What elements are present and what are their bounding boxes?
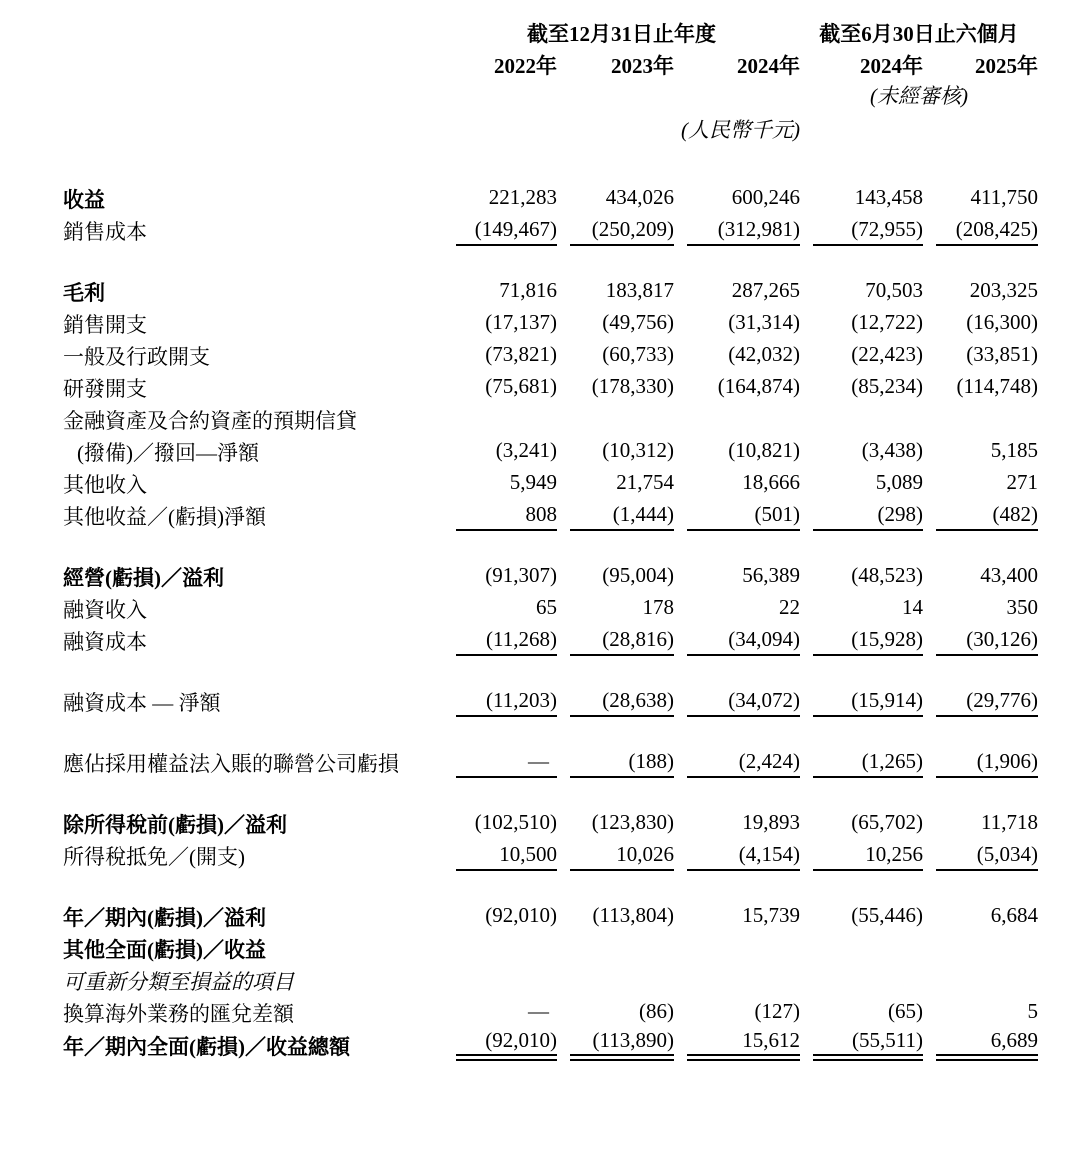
table-row	[63, 592, 1038, 624]
cell-value: (178,330)	[591, 374, 674, 398]
cell-value: (91,307)	[485, 563, 557, 587]
cell-value: (123,830)	[591, 810, 674, 834]
empty-cell	[443, 80, 800, 110]
year-column-header: 2024年	[860, 54, 923, 78]
cell-value: (55,511)	[813, 1028, 923, 1061]
cell-value: 22	[779, 595, 800, 619]
table-row	[63, 807, 1038, 839]
empty-cell	[63, 110, 443, 144]
annual-period-header: 截至12月31日止年度	[527, 22, 716, 46]
table-row	[63, 403, 1038, 435]
table-row	[63, 900, 1038, 932]
cell-value: 600,246	[731, 185, 800, 209]
cell-value: (250,209)	[570, 217, 674, 246]
spacer-row	[63, 656, 1038, 685]
table-row	[63, 932, 1038, 964]
cell-value: 350	[1006, 595, 1038, 619]
row-label: 一般及行政開支	[63, 345, 210, 369]
nil-dash: —	[456, 749, 557, 778]
row-label: 收益	[63, 188, 105, 212]
year-column-header: 2023年	[611, 54, 674, 78]
empty-cell	[63, 80, 443, 110]
cell-value: (72,955)	[813, 217, 923, 246]
cell-value: (33,851)	[966, 342, 1038, 366]
cell-value: (22,423)	[851, 342, 923, 366]
cell-value: (16,300)	[966, 310, 1038, 334]
table-row	[63, 182, 1038, 214]
cell-value: (34,094)	[687, 627, 800, 656]
table-row	[63, 1028, 1038, 1061]
cell-value: 203,325	[969, 278, 1038, 302]
table-row	[63, 964, 1038, 996]
table-row	[63, 275, 1038, 307]
cell-value: 411,750	[970, 185, 1038, 209]
cell-value: (85,234)	[851, 374, 923, 398]
cell-value: (95,004)	[602, 563, 674, 587]
spacer-row	[63, 246, 1038, 275]
row-label: 融資成本	[63, 630, 147, 654]
row-label: (撥備)／撥回—淨額	[77, 441, 259, 465]
cell-value: 15,612	[687, 1028, 800, 1061]
cell-value: 6,689	[936, 1028, 1038, 1061]
cell-value: (1,906)	[936, 749, 1038, 778]
row-label: 除所得稅前(虧損)／溢利	[63, 813, 287, 837]
row-label: 融資收入	[63, 598, 147, 622]
cell-value: (5,034)	[936, 842, 1038, 871]
cell-value: (2,424)	[687, 749, 800, 778]
cell-value: (34,072)	[687, 688, 800, 717]
cell-value: 14	[902, 595, 923, 619]
unaudited-note: (未經審核)	[870, 84, 968, 108]
cell-value: (28,638)	[570, 688, 674, 717]
income-statement-table	[63, 18, 1038, 1061]
cell-value: (208,425)	[936, 217, 1038, 246]
cell-value: (102,510)	[474, 810, 557, 834]
cell-value: 434,026	[605, 185, 674, 209]
cell-value: (114,748)	[956, 374, 1038, 398]
cell-value: 143,458	[854, 185, 923, 209]
cell-value: (55,446)	[851, 903, 923, 927]
cell-value: (312,981)	[687, 217, 800, 246]
spacer-row	[63, 871, 1038, 900]
cell-value: (29,776)	[936, 688, 1038, 717]
spacer-row	[63, 778, 1038, 807]
cell-value: 65	[536, 595, 557, 619]
cell-value: (49,756)	[602, 310, 674, 334]
cell-value: (86)	[639, 999, 674, 1023]
row-label: 融資成本 — 淨額	[63, 691, 221, 715]
table-row	[63, 839, 1038, 871]
cell-value: (113,890)	[570, 1028, 674, 1061]
cell-value: (48,523)	[851, 563, 923, 587]
cell-value: (3,241)	[495, 438, 557, 462]
currency-unit-note: (人民幣千元)	[681, 118, 800, 142]
cell-value: 10,026	[570, 842, 674, 871]
cell-value: (15,928)	[813, 627, 923, 656]
table-row	[63, 307, 1038, 339]
table-row	[63, 624, 1038, 656]
cell-value: 19,893	[742, 810, 800, 834]
interim-period-header: 截至6月30日止六個月	[819, 22, 1019, 46]
cell-value: 71,816	[499, 278, 557, 302]
currency-unit-row	[63, 110, 1038, 144]
cell-value: (501)	[687, 502, 800, 531]
cell-value: 5	[1027, 999, 1038, 1023]
cell-value: 5,185	[990, 438, 1038, 462]
row-label: 經營(虧損)／溢利	[63, 566, 224, 590]
spacer-row	[63, 717, 1038, 746]
cell-value: (10,821)	[728, 438, 800, 462]
cell-value: (482)	[936, 502, 1038, 531]
year-column-header: 2025年	[975, 54, 1038, 78]
cell-value: 56,389	[742, 563, 800, 587]
row-label: 應佔採用權益法入賬的聯營公司虧損	[63, 752, 399, 776]
cell-value: 21,754	[616, 470, 674, 494]
empty-cell	[63, 48, 443, 80]
period-group-header-row	[63, 18, 1038, 48]
nil-dash: —	[528, 999, 549, 1023]
corner-cell	[63, 18, 443, 48]
cell-value: (75,681)	[485, 374, 557, 398]
row-label: 金融資產及合約資產的預期信貸	[63, 409, 357, 433]
cell-value: 15,739	[742, 903, 800, 927]
cell-value: (188)	[570, 749, 674, 778]
cell-value: (12,722)	[851, 310, 923, 334]
unaudited-note-row	[63, 80, 1038, 110]
row-label: 所得稅抵免／(開支)	[63, 845, 245, 869]
table-row	[63, 996, 1038, 1028]
cell-value: (4,154)	[687, 842, 800, 871]
cell-value: (127)	[754, 999, 800, 1023]
table-row	[63, 435, 1038, 467]
cell-value: 6,684	[990, 903, 1038, 927]
cell-value: 271	[1006, 470, 1038, 494]
cell-value: (92,010)	[456, 1028, 557, 1061]
row-label: 其他收益／(虧損)淨額	[63, 505, 266, 529]
cell-value: 183,817	[605, 278, 674, 302]
table-row	[63, 746, 1038, 778]
cell-value: (60,733)	[602, 342, 674, 366]
cell-value: 5,089	[875, 470, 923, 494]
row-label: 銷售成本	[63, 220, 147, 244]
row-label: 換算海外業務的匯兌差額	[63, 1002, 294, 1026]
cell-value: (28,816)	[570, 627, 674, 656]
cell-value: (15,914)	[813, 688, 923, 717]
table-row	[63, 685, 1038, 717]
row-label: 年／期內(虧損)／溢利	[63, 906, 266, 930]
row-label: 毛利	[63, 281, 105, 305]
cell-value: (65,702)	[851, 810, 923, 834]
cell-value: (113,804)	[592, 903, 674, 927]
year-header-row	[63, 48, 1038, 80]
row-label: 其他收入	[63, 473, 147, 497]
cell-value: 11,718	[981, 810, 1038, 834]
cell-value: (17,137)	[485, 310, 557, 334]
cell-value: (11,268)	[456, 627, 557, 656]
cell-value: (42,032)	[728, 342, 800, 366]
cell-value: 10,500	[456, 842, 557, 871]
cell-value: (73,821)	[485, 342, 557, 366]
table-row	[63, 499, 1038, 531]
table-row	[63, 467, 1038, 499]
cell-value: 70,503	[865, 278, 923, 302]
cell-value: (1,444)	[570, 502, 674, 531]
spacer-row	[63, 144, 1038, 182]
row-label: 銷售開支	[63, 313, 147, 337]
cell-value: 178	[642, 595, 674, 619]
cell-value: (298)	[813, 502, 923, 531]
table-row	[63, 214, 1038, 246]
row-label: 研發開支	[63, 377, 147, 401]
cell-value: 18,666	[742, 470, 800, 494]
table-row	[63, 560, 1038, 592]
cell-value: (3,438)	[861, 438, 923, 462]
cell-value: 10,256	[813, 842, 923, 871]
cell-value: 43,400	[980, 563, 1038, 587]
cell-value: (164,874)	[717, 374, 800, 398]
cell-value: 5,949	[509, 470, 557, 494]
cell-value: 808	[456, 502, 557, 531]
cell-value: 287,265	[731, 278, 800, 302]
cell-value: (1,265)	[813, 749, 923, 778]
cell-value: (10,312)	[602, 438, 674, 462]
cell-value: (31,314)	[728, 310, 800, 334]
year-column-header: 2024年	[737, 54, 800, 78]
year-column-header: 2022年	[494, 54, 557, 78]
cell-value: (149,467)	[456, 217, 557, 246]
table-row	[63, 371, 1038, 403]
cell-value: 221,283	[488, 185, 557, 209]
cell-value: (30,126)	[936, 627, 1038, 656]
row-label: 其他全面(虧損)／收益	[63, 938, 266, 962]
row-label: 可重新分類至損益的項目	[63, 970, 294, 994]
spacer-row	[63, 531, 1038, 560]
cell-value: (11,203)	[456, 688, 557, 717]
cell-value: (65)	[888, 999, 923, 1023]
table-row	[63, 339, 1038, 371]
row-label: 年／期內全面(虧損)／收益總額	[63, 1035, 350, 1059]
cell-value: (92,010)	[485, 903, 557, 927]
